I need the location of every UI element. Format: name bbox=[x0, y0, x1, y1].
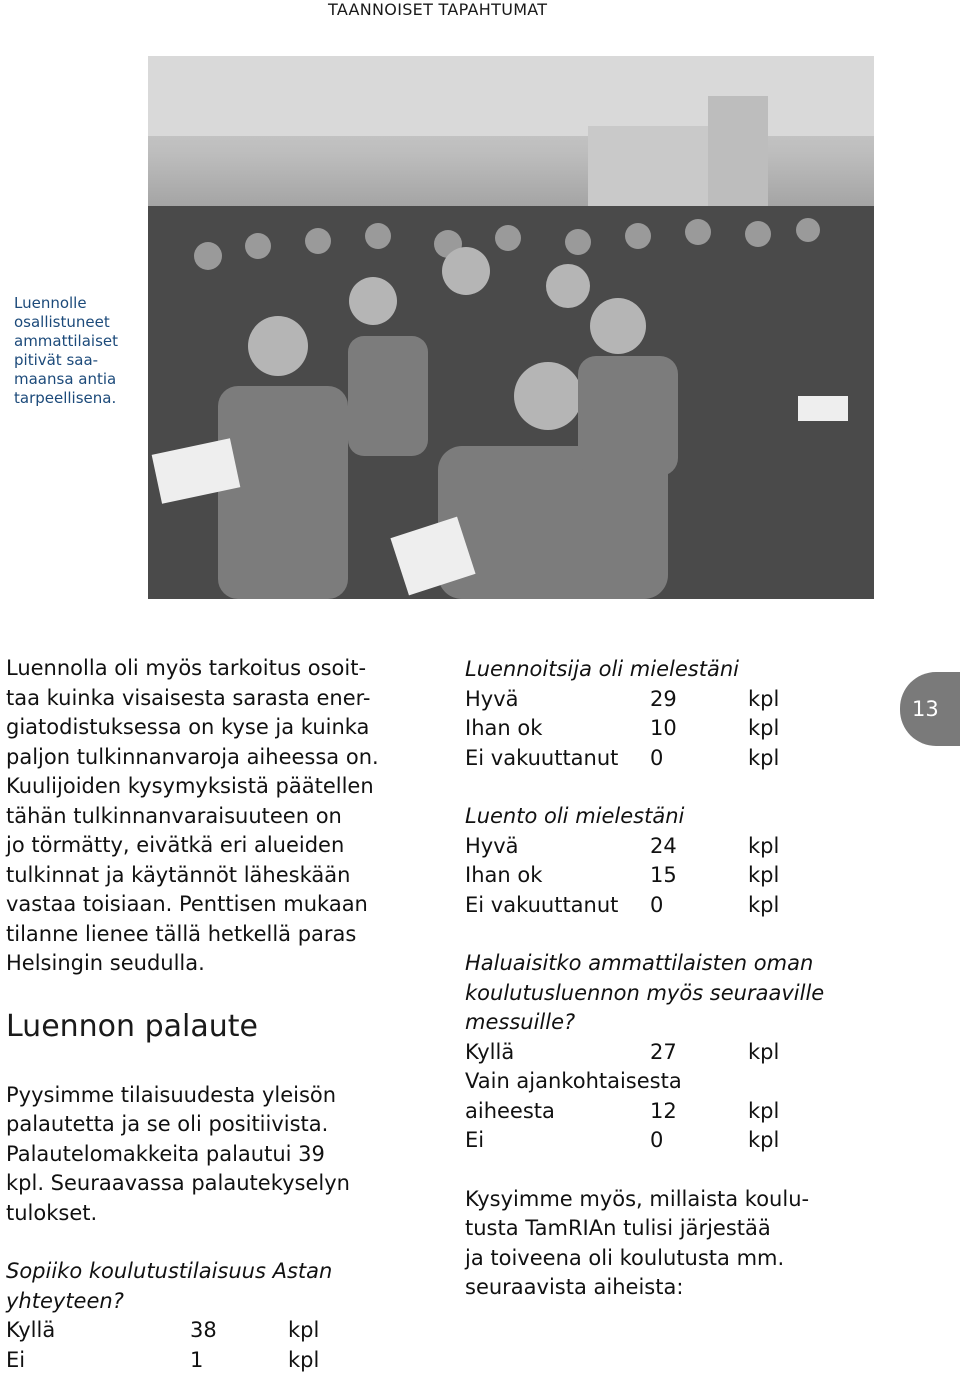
text-line: messuille? bbox=[465, 1008, 885, 1038]
text-line: tusta TamRIAn tulisi järjestää bbox=[465, 1214, 885, 1244]
question-title: Luennoitsija oli mielestäni bbox=[465, 655, 885, 685]
text-line: tulkinnat ja käytännöt läheskään bbox=[6, 861, 406, 891]
section-header: TAANNOISET TAPAHTUMAT bbox=[328, 0, 547, 19]
result-value: 1 bbox=[190, 1346, 288, 1375]
intro-paragraph bbox=[6, 654, 406, 979]
result-row bbox=[465, 861, 885, 891]
caption-line: Luennolle bbox=[14, 294, 134, 313]
question-title: Luento oli mielestäni bbox=[465, 802, 885, 832]
result-value: 15 bbox=[650, 861, 748, 891]
result-value: 12 bbox=[650, 1097, 748, 1127]
text-line: palautetta ja se oli positiivista. bbox=[6, 1110, 406, 1140]
result-row bbox=[465, 832, 885, 862]
caption-line: ammattilaiset bbox=[14, 332, 134, 351]
result-value: 38 bbox=[190, 1316, 288, 1346]
feedback-paragraph bbox=[6, 1081, 406, 1229]
result-row bbox=[465, 1067, 885, 1097]
text-line: Pyysimme tilaisuudesta yleisön bbox=[6, 1081, 406, 1111]
result-unit: kpl bbox=[288, 1346, 319, 1375]
right-column bbox=[465, 655, 885, 1303]
result-row bbox=[465, 1038, 885, 1068]
text-line: paljon tulkinnanvaroja aiheessa on. bbox=[6, 743, 406, 773]
result-label: Vain ajankohtaisesta bbox=[465, 1067, 682, 1097]
photo-caption bbox=[14, 294, 134, 408]
audience-photo-illustration bbox=[148, 56, 874, 599]
result-label: Kyllä bbox=[6, 1316, 190, 1346]
result-row bbox=[465, 1097, 885, 1127]
text-line: Sopiiko koulutustilaisuus Astan bbox=[6, 1257, 406, 1287]
result-row bbox=[465, 714, 885, 744]
section-heading: Luennon palaute bbox=[6, 1009, 406, 1045]
question-title bbox=[6, 1257, 406, 1316]
result-unit: kpl bbox=[748, 861, 779, 891]
text-line: vastaa toisiaan. Penttisen mukaan bbox=[6, 890, 406, 920]
result-row bbox=[6, 1316, 406, 1346]
text-line: giatodistuksessa on kyse ja kuinka bbox=[6, 713, 406, 743]
result-unit: kpl bbox=[748, 1126, 779, 1156]
result-label: Hyvä bbox=[465, 832, 650, 862]
left-column bbox=[6, 654, 406, 1375]
result-value: 0 bbox=[650, 1126, 748, 1156]
text-line: tulokset. bbox=[6, 1199, 406, 1229]
result-row bbox=[465, 1126, 885, 1156]
text-line: jo törmätty, eivätkä eri alueiden bbox=[6, 831, 406, 861]
result-value: 29 bbox=[650, 685, 748, 715]
text-line: Kysyimme myös, millaista koulu- bbox=[465, 1185, 885, 1215]
text-line: kpl. Seuraavassa palautekyselyn bbox=[6, 1169, 406, 1199]
result-value: 27 bbox=[650, 1038, 748, 1068]
text-line: koulutusluennon myös seuraaville bbox=[465, 979, 885, 1009]
text-line: Helsingin seudulla. bbox=[6, 949, 406, 979]
text-line: Kuulijoiden kysymyksistä päätellen bbox=[6, 772, 406, 802]
result-unit: kpl bbox=[748, 685, 779, 715]
page-number: 13 bbox=[912, 697, 939, 721]
result-unit: kpl bbox=[748, 744, 779, 774]
text-line: yhteyteen? bbox=[6, 1287, 406, 1317]
result-unit: kpl bbox=[748, 832, 779, 862]
result-unit: kpl bbox=[748, 1038, 779, 1068]
question-title bbox=[465, 949, 885, 1038]
result-row bbox=[465, 685, 885, 715]
text-line: Luennolla oli myös tarkoitus osoit- bbox=[6, 654, 406, 684]
result-label: Kyllä bbox=[465, 1038, 650, 1068]
caption-line: osallistuneet bbox=[14, 313, 134, 332]
result-value: 24 bbox=[650, 832, 748, 862]
result-value: 0 bbox=[650, 744, 748, 774]
caption-line: pitivät saa- bbox=[14, 351, 134, 370]
text-line: Palautelomakkeita palautui 39 bbox=[6, 1140, 406, 1170]
text-line: ja toiveena oli koulutusta mm. bbox=[465, 1244, 885, 1274]
result-unit: kpl bbox=[288, 1316, 319, 1346]
page-number-badge bbox=[900, 672, 960, 746]
result-unit: kpl bbox=[748, 714, 779, 744]
result-unit: kpl bbox=[748, 891, 779, 921]
result-label: Ei bbox=[6, 1346, 190, 1375]
result-row bbox=[465, 744, 885, 774]
text-line: Haluaisitko ammattilaisten oman bbox=[465, 949, 885, 979]
caption-line: maansa antia bbox=[14, 370, 134, 389]
result-label: Ei vakuuttanut bbox=[465, 744, 650, 774]
result-row bbox=[465, 891, 885, 921]
result-label: Ihan ok bbox=[465, 714, 650, 744]
result-row bbox=[6, 1346, 406, 1375]
result-value: 10 bbox=[650, 714, 748, 744]
result-label: Hyvä bbox=[465, 685, 650, 715]
caption-line: tarpeellisena. bbox=[14, 389, 134, 408]
text-line: seuraavista aiheista: bbox=[465, 1273, 885, 1303]
result-label: Ei bbox=[465, 1126, 650, 1156]
audience-photo bbox=[148, 56, 874, 599]
text-line: tilanne lienee tällä hetkellä paras bbox=[6, 920, 406, 950]
result-unit: kpl bbox=[748, 1097, 779, 1127]
text-line: tähän tulkinnanvaraisuuteen on bbox=[6, 802, 406, 832]
result-label: Ei vakuuttanut bbox=[465, 891, 650, 921]
result-label: Ihan ok bbox=[465, 861, 650, 891]
result-value: 0 bbox=[650, 891, 748, 921]
result-label: aiheesta bbox=[465, 1097, 650, 1127]
text-line: taa kuinka visaisesta sarasta ener- bbox=[6, 684, 406, 714]
closing-paragraph bbox=[465, 1185, 885, 1303]
